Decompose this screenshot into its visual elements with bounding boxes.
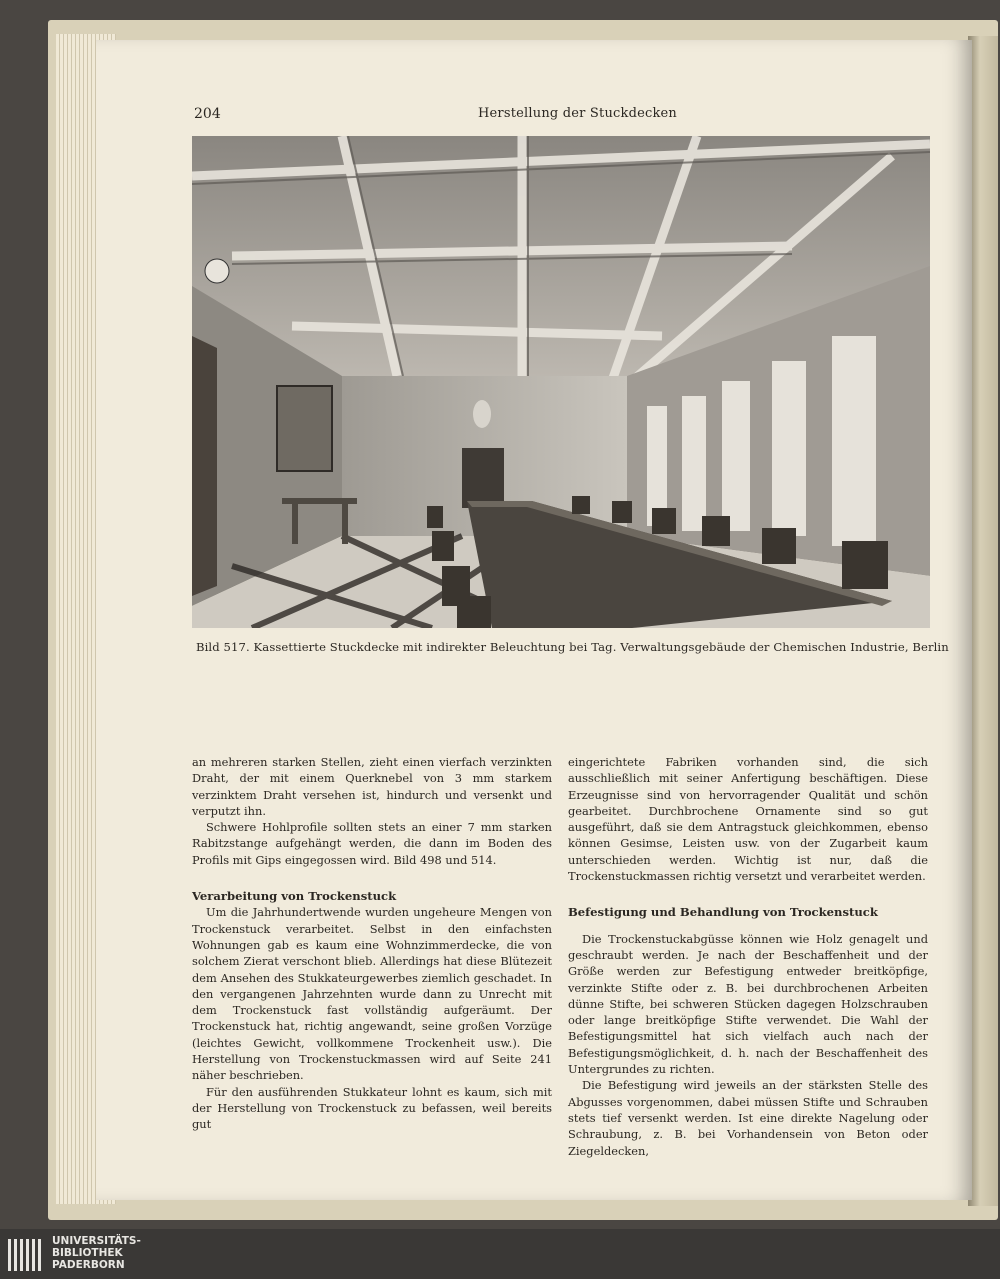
library-footer <box>0 1229 1000 1279</box>
running-title: Herstellung der Stuckdecken <box>478 106 678 121</box>
right-column <box>568 754 928 1159</box>
book-right-edge <box>968 36 998 1206</box>
left-paragraph-3: Um die Jahrhundertwende wurden ungeheure Mengen von Trockenstuck verarbeitet. Selbst in den einfachsten Wohnungen gab es kaum eine Wohnzimmerdecke, die von solchem Zierat verschont blieb. Allerdings hat diese Blütezeit dem Ansehen des Stukkateurgewerbes ziemlich geschadet. In den vergangenen Jahrzehnten wurde dann zu Unrecht mit dem Trockenstuck fast vollständig aufgeräumt. Der Trockenstuck hat, richtig angewandt, seine großen Vorzüge (leichtes Gewicht, vollkommene Trockenheit usw.). Die Herstellung von Trockenstuckmassen wird auf Seite 241 näher beschrieben. <box>192 905 552 1083</box>
running-head <box>96 106 972 128</box>
library-name <box>52 1235 141 1271</box>
library-name-line-1: UNIVERSITÄTS- <box>52 1235 141 1247</box>
book-page <box>96 40 972 1200</box>
left-column <box>192 754 552 1133</box>
page-number: 204 <box>194 106 221 122</box>
right-paragraph-3: Die Befestigung wird jeweils an der stärksten Stelle des Abgusses vorgenommen, dabei müssen Stifte und Schrauben stets tief versenkt werden. Ist eine direkte Nagelung oder Schraubung, z. B. bei Vorhandensein von Beton oder Ziegeldecken, <box>568 1078 928 1158</box>
right-paragraph-1: eingerichtete Fabriken vorhanden sind, die sich ausschließlich mit seiner Anfertigung beschäftigen. Diese Erzeugnisse sind von hervorragender Qualität und schön gearbeitet. Durchbrochene Ornamente sind so gut ausgeführt, daß sie dem Antragstuck gleichkommen, ebenso können Gesimse, Leisten usw. von der Zugarbeit kaum unterschieden werden. Wichtig ist nur, daß die Trockenstuckmassen richtig versetzt und verarbeitet werden. <box>568 755 928 884</box>
left-paragraph-2: Schwere Hohlprofile sollten stets an einer 7 mm starken Rabitzstange aufgehängt werden, die dann im Boden des Profils mit Gips eingegossen wird. Bild 498 und 514. <box>192 820 552 867</box>
left-paragraph-1: an mehreren starken Stellen, zieht einen vierfach verzinkten Draht, der mit einem Querknebel von 3 mm starkem verzinktem Draht versehen ist, hindurch und versenkt und verputzt ihn. <box>192 755 552 818</box>
library-name-line-3: PADERBORN <box>52 1259 125 1271</box>
left-paragraph-4: Für den ausführenden Stukkateur lohnt es kaum, sich mit der Herstellung von Trockenstuck zu befassen, weil bereits gut <box>192 1084 552 1132</box>
library-name-line-2: BIBLIOTHEK <box>52 1247 123 1259</box>
meeting-room-photo <box>192 136 930 628</box>
library-logo-icon <box>6 1235 46 1275</box>
figure-caption: Bild 517. Kassettierte Stuckdecke mit indirekter Beleuchtung bei Tag. Verwaltungsgebäude der Chemischen Industrie, Berlin <box>196 640 949 654</box>
section-heading-befestigung: Befestigung und Behandlung von Trockenstuck <box>568 905 878 920</box>
section-heading-verarbeitung: Verarbeitung von Trockenstuck <box>192 889 397 904</box>
figure-photo <box>192 136 930 628</box>
right-paragraph-2: Die Trockenstuckabgüsse können wie Holz genagelt und geschraubt werden. Je nach der Beschaffenheit und der Größe werden zur Befestigung entweder breitköpfige, verzinkte Stifte oder z. B. bei durchbrochenen Arbeiten dünne Stifte, bei schweren Stücken dagegen Holzschrauben oder lange breitköpfige Stifte verwendet. Die Wahl der Befestigungsmittel hat sich vielfach auch nach der Befestigungsmöglichkeit, d. h. nach der Beschaffenheit des Untergrundes zu richten. <box>568 931 928 1077</box>
